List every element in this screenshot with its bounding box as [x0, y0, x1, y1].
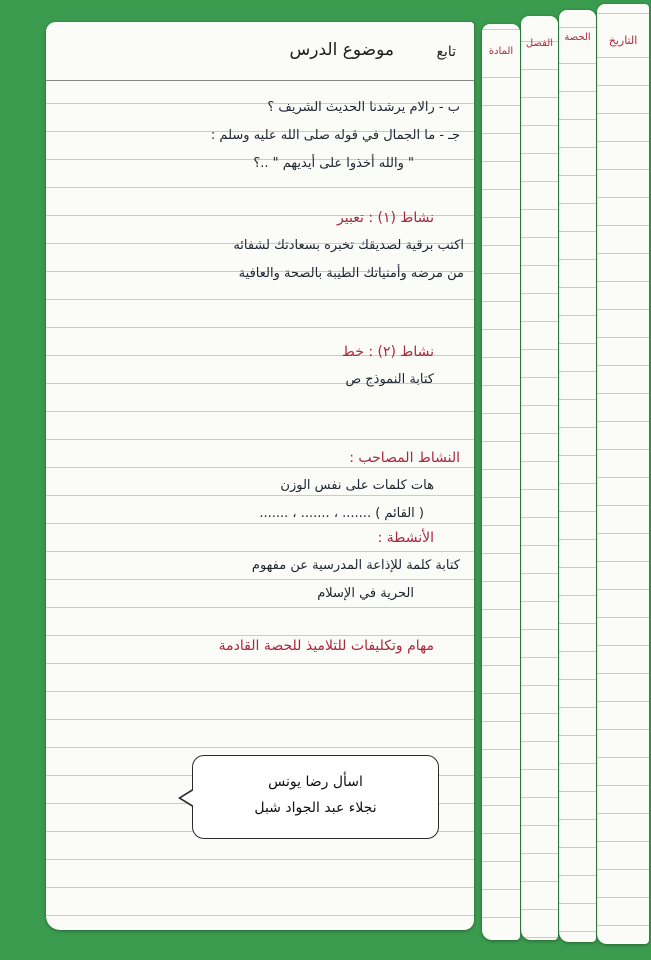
subject-column-header: المادة	[488, 46, 514, 57]
date-column-header: التاريخ	[608, 34, 638, 47]
activity-1-heading: نشاط (١) : تعبير	[337, 210, 434, 226]
companion-activity-line-1: هات كلمات على نفس الوزن	[280, 478, 434, 493]
activity-1-line-2: من مرضه وأمنياتك الطيبة بالصحة والعافية	[238, 266, 464, 281]
hadith-quote: " والله أخذوا على أيديهم " ..؟	[253, 156, 414, 171]
lesson-title-prefix: تابع	[436, 44, 456, 60]
activity-2-line: كتابة النموذج ص	[345, 372, 434, 387]
companion-activity-heading: النشاط المصاحب :	[349, 450, 460, 466]
credits-line-1: اسأل رضا يونس	[268, 774, 363, 790]
activities-heading: الأنشطة :	[377, 530, 434, 546]
lesson-header	[46, 22, 474, 81]
class-column	[521, 16, 558, 940]
subject-column	[482, 24, 520, 940]
period-column	[559, 10, 596, 942]
activities-line-2: الحرية في الإسلام	[317, 586, 414, 601]
date-column	[597, 4, 649, 944]
credits-callout	[192, 755, 439, 839]
callout-tail-inner	[181, 790, 194, 806]
lesson-title: موضوع الدرس	[289, 40, 394, 60]
homework-heading: مهام وتكليفات للتلاميذ للحصة القادمة	[218, 638, 434, 654]
question-c: جـ - ما الجمال في قوله صلى الله عليه وسلم :	[210, 128, 460, 143]
activities-line-1: كتابة كلمة للإذاعة المدرسية عن مفهوم	[251, 558, 460, 573]
companion-activity-line-2: ( القائم ) ....... ، ....... ، .......	[259, 506, 424, 521]
period-column-header: الحصة	[564, 32, 591, 43]
class-column-header: الفصل	[525, 38, 554, 49]
activity-1-line-1: اكتب برقية لصديقك تخبره بسعادتك لشفائه	[233, 238, 464, 253]
question-b: ب - رالام يرشدنا الحديث الشريف ؟	[267, 100, 460, 115]
credits-line-2: نجلاء عبد الجواد شبل	[254, 800, 377, 816]
activity-2-heading: نشاط (٢) : خط	[341, 344, 434, 360]
